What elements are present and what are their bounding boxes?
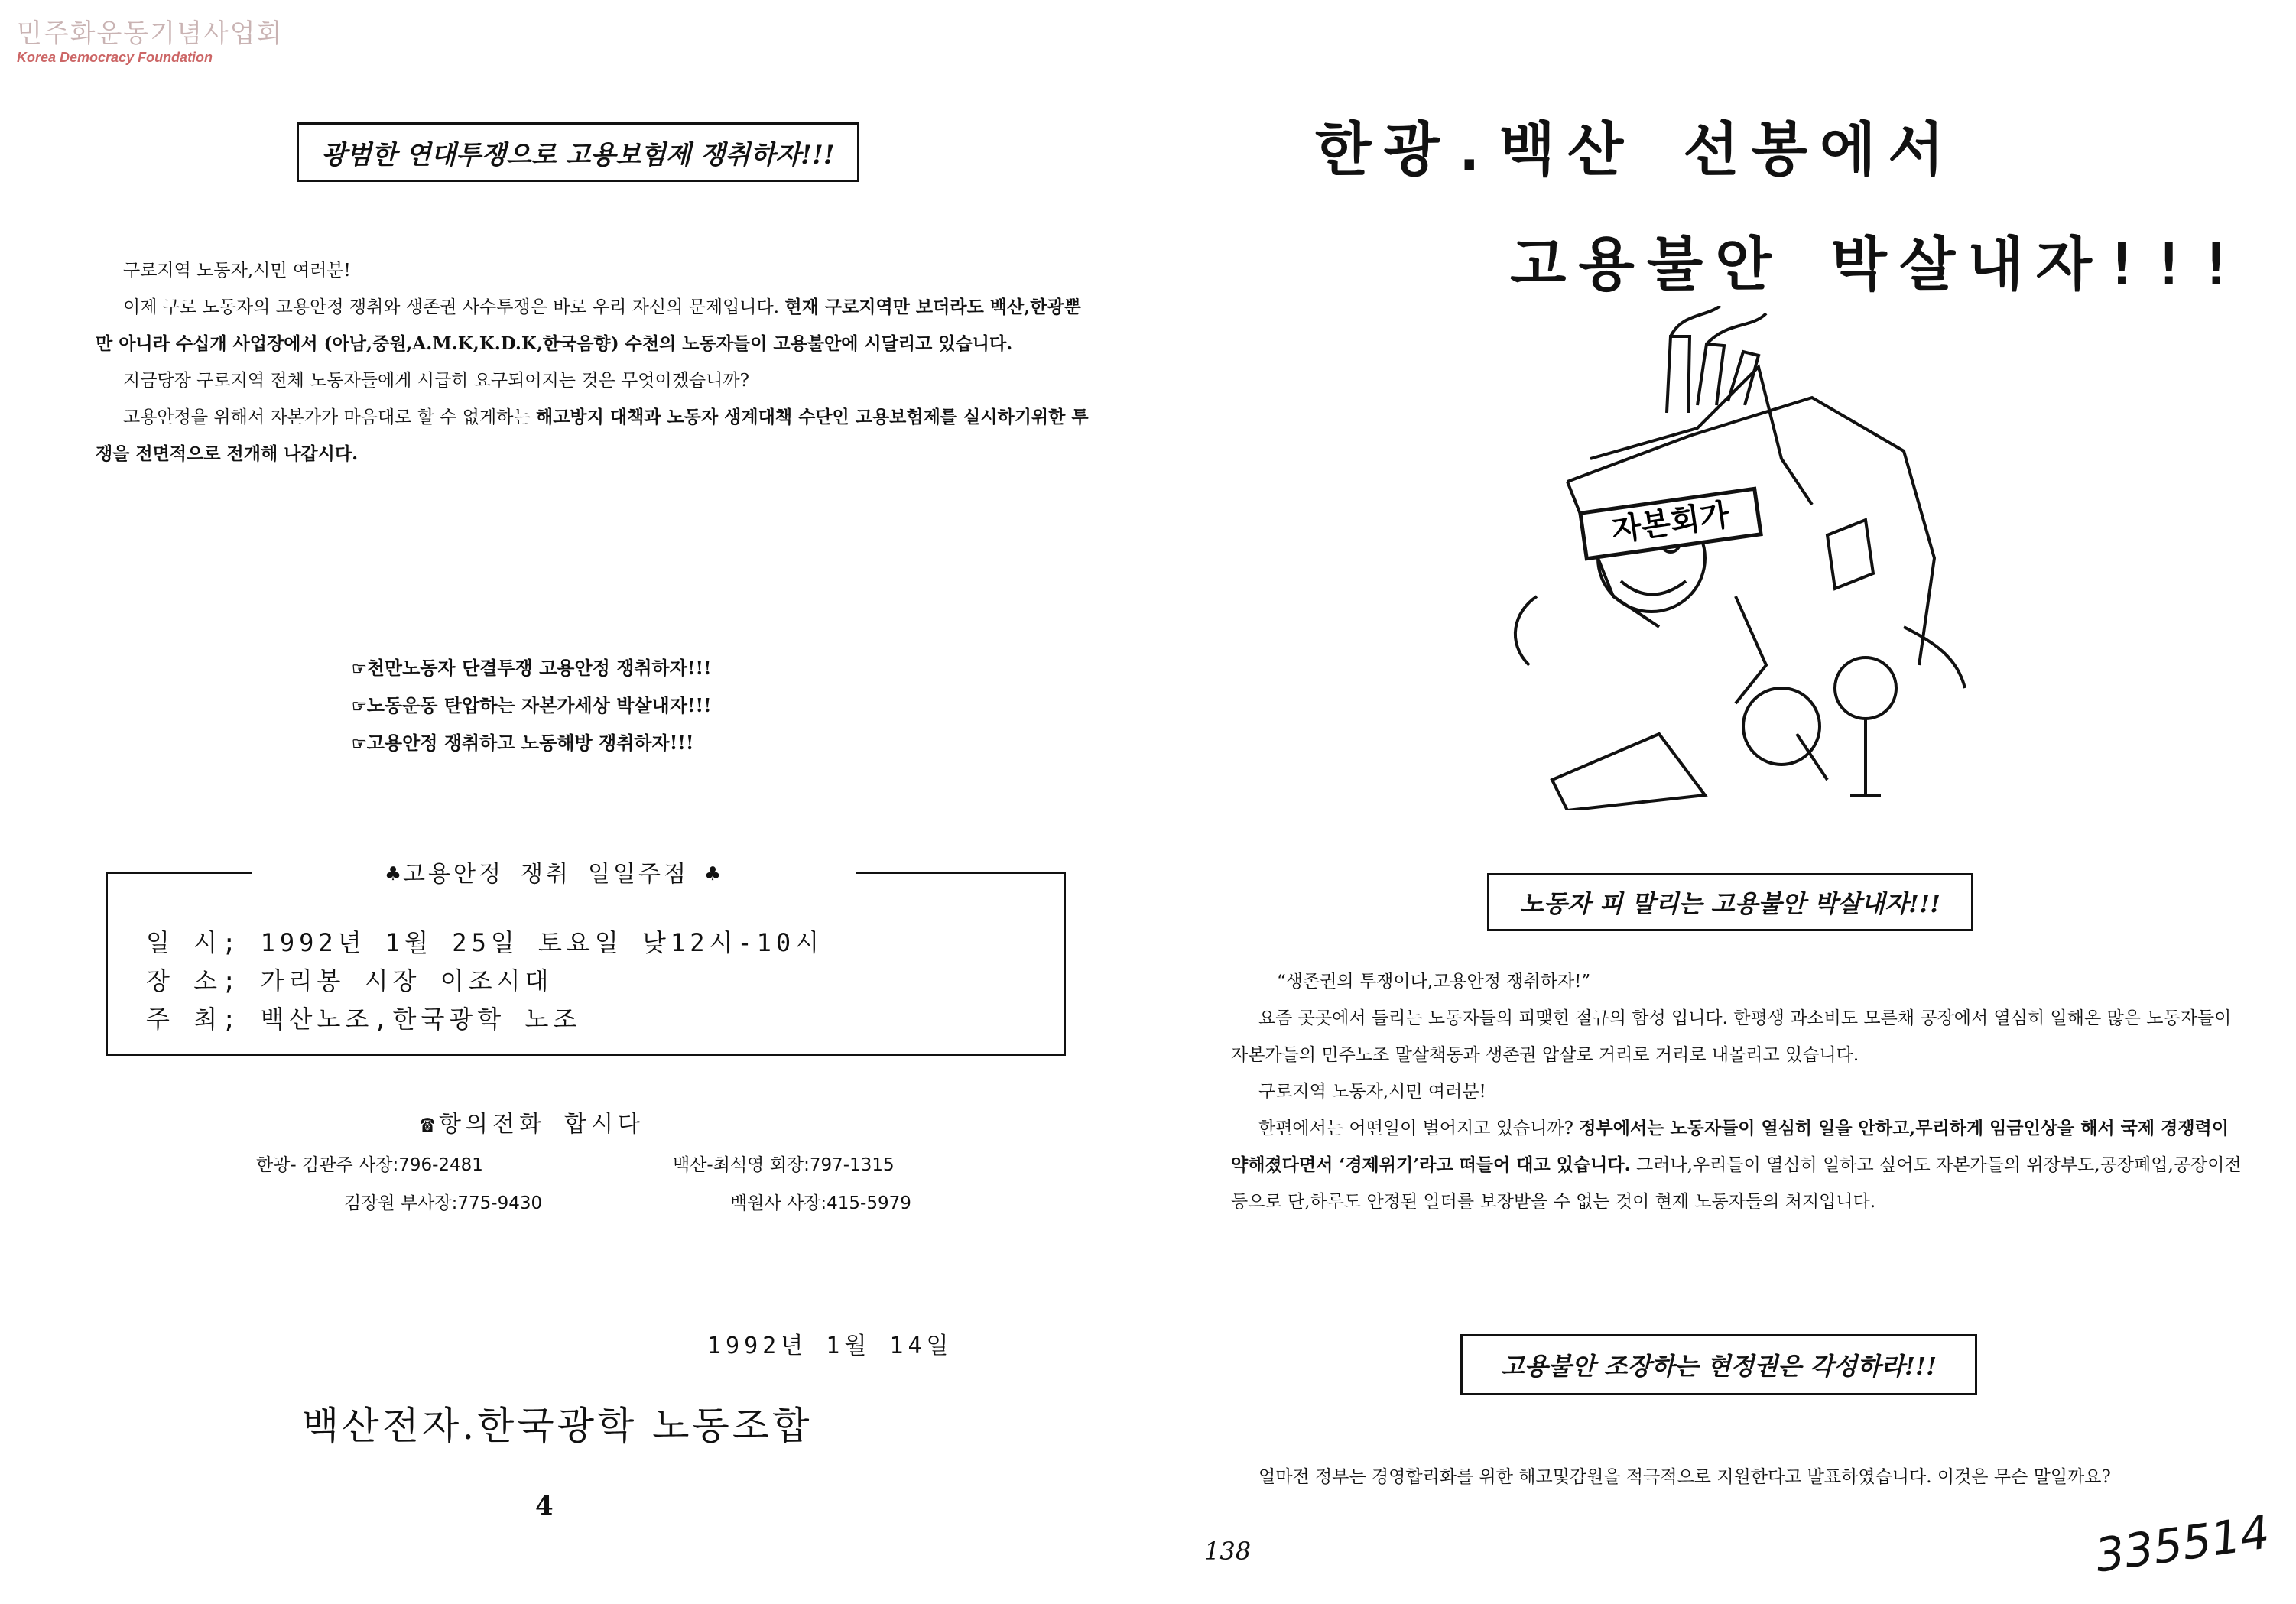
page-mark: 138 — [1204, 1537, 1252, 1566]
pointing-hand-icon: ☞ — [352, 659, 367, 679]
slogan-list — [352, 650, 712, 762]
left-page — [0, 0, 1147, 1604]
contact-item: 백산-최석영 회장:797-1315 — [673, 1155, 895, 1175]
contact-item: 김장원 부사장:775-9430 — [344, 1193, 543, 1213]
right-page — [1147, 0, 2296, 1604]
intro-paragraph-3: 고용안정을 위해서 자본가가 마음대로 할 수 없게하는 해고방지 대책과 노동자 생계대책 수단인 고용보험제를 실시하기위한 투쟁을 전면적으로 전개해 나갑시다. — [96, 407, 1089, 464]
subheading-2: 고용불안 조장하는 현정권은 각성하라!!! — [1460, 1334, 1977, 1395]
intro-greeting: 구로지역 노동자,시민 여러분! — [123, 261, 351, 281]
title-line-2: 고용불안 박살내자!!! — [1510, 230, 2246, 298]
intro-paragraph-2: 지금당장 구로지역 전체 노동자들에게 시급히 요구되어지는 것은 무엇이겠습니까? — [123, 371, 749, 391]
watermark — [17, 12, 283, 66]
protest-call-heading: ☎항의전화 합시다 — [421, 1111, 645, 1138]
intro-paragraph-1: 이제 구로 노동자의 고용안정 쟁취와 생존권 사수투쟁은 바로 우리 자신의 문제입니다. 현재 구로지역만 보더라도 백산,한광뿐만 아니라 수십개 사업장에서 (아남,중원,A.M.K,K.D.K,한국음향) 수천의 노동자들이 고용불안에 시달리고 있습니다. — [96, 297, 1081, 354]
cartoon-illustration — [1506, 306, 1980, 810]
event-title: ♣고용안정 쟁취 일일주점 ♣ — [252, 855, 856, 888]
left-intro — [96, 252, 1090, 472]
pointing-hand-icon: ☞ — [352, 696, 367, 716]
contact-item: 백원사 사장:415-5979 — [730, 1193, 911, 1213]
event-row-host: 주 최; 백산노조,한국광학 노조 — [146, 1005, 582, 1034]
right-body-2 — [1231, 1459, 2248, 1495]
archive-stamp-number: 335514 — [2092, 1505, 2273, 1583]
event-row-place: 장 소; 가리봉 시장 이조시대 — [146, 966, 554, 995]
title-line-1: 한광.백산 선봉에서 — [1315, 115, 1957, 183]
subheading-1: 노동자 피 말리는 고용불안 박살내자!!! — [1487, 873, 1973, 931]
slogan-item: ☞고용안정 쟁취하고 노동해방 쟁취하자!!! — [352, 732, 694, 754]
issue-date: 1992년 1월 14일 — [707, 1333, 953, 1359]
contact-item: 한광- 김관주 사장:796-2481 — [256, 1155, 483, 1175]
body-paragraph-1: 요즘 곳곳에서 들리는 노동자들의 피맺힌 절규의 함성 입니다. 한평생 과소비도 모른채 공장에서 열심히 일해온 많은 노동자들이 자본가들의 민주노조 말살책동과 생존권 압살로 거리로 거리로 내몰리고 있습니다. — [1231, 1008, 2232, 1065]
body-paragraph-2: 한편에서는 어떤일이 벌어지고 있습니까? 정부에서는 노동자들이 열심히 일을 안하고,무리하게 임금인상을 해서 국제 경쟁력이 약해졌다면서 ‘경제위기’라고 떠들어 대고 있습니다. 그러나,우리들이 열심히 일하고 싶어도 자본가들의 위장부도,공장폐업,공장이전등으로 단,하루도 안정된 일터를 보장받을 수 없는 것이 현재 노동자들의 처지입니다. — [1231, 1118, 2242, 1212]
body-greeting: 구로지역 노동자,시민 여러분! — [1258, 1082, 1486, 1102]
watermark-english: Korea Democracy Foundation — [17, 50, 213, 65]
page-number: 4 — [535, 1491, 554, 1521]
event-box — [106, 872, 1066, 1056]
cartoon-sign: 자본회가 — [1609, 496, 1732, 549]
event-row-date: 일 시; 1992년 1월 25일 토요일 낮12시-10시 — [146, 928, 824, 957]
left-headline: 광범한 연대투쟁으로 고용보험제 쟁취하자!!! — [297, 122, 859, 182]
body-paragraph-3: 얼마전 정부는 경영합리화를 위한 해고및감원을 적극적으로 지원한다고 발표하였습니다. 이것은 무슨 말일까요? — [1258, 1467, 2111, 1487]
right-body-1 — [1231, 963, 2248, 1220]
watermark-korean: 민주화운동기념사업회 — [17, 18, 284, 49]
pointing-hand-icon: ☞ — [352, 734, 367, 754]
slogan-item: ☞노동운동 탄압하는 자본가세상 박살내자!!! — [352, 694, 712, 716]
quote: “생존권의 투쟁이다,고용안정 쟁취하자!” — [1277, 972, 1591, 992]
organization-name: 백산전자.한국광학 노동조합 — [302, 1404, 813, 1448]
slogan-item: ☞천만노동자 단결투쟁 고용안정 쟁취하자!!! — [352, 657, 712, 679]
